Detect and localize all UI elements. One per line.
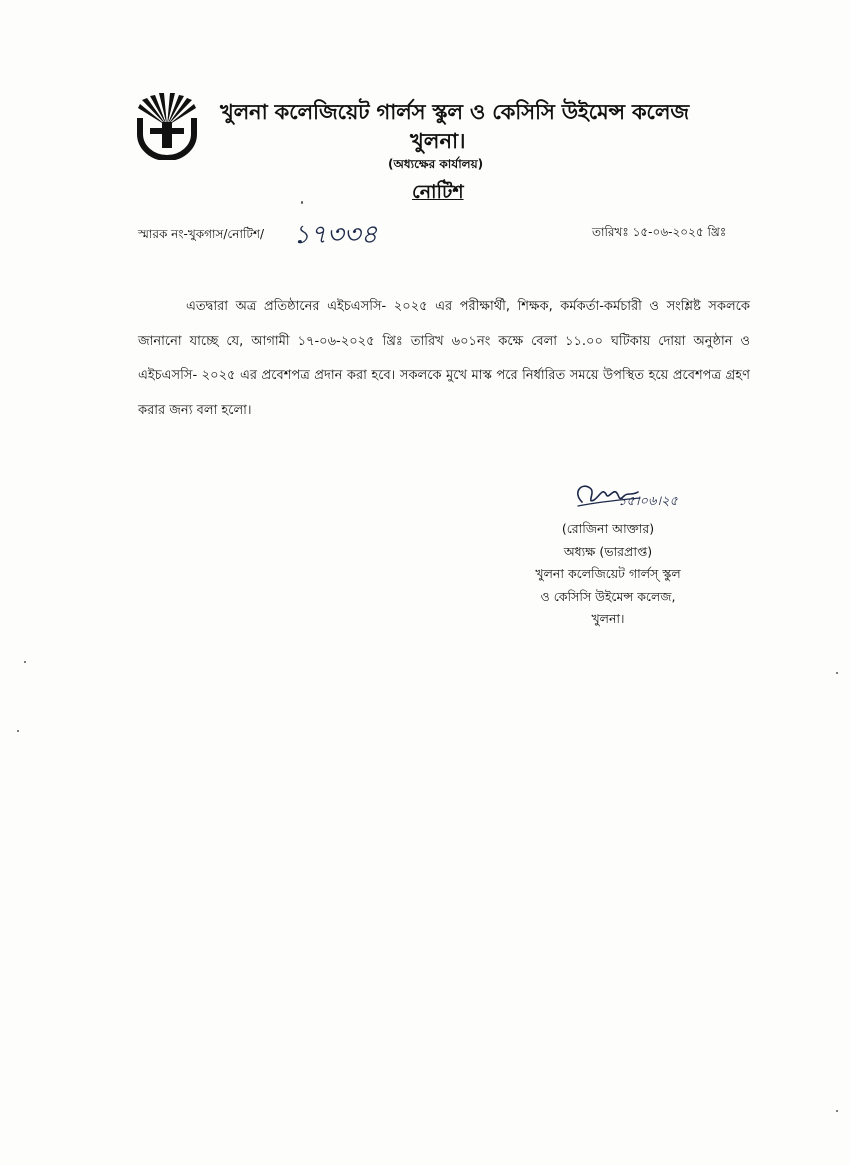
school-city: খুলনা। (410, 129, 466, 153)
school-name: খুলনা কলেজিয়েট গার্লস স্কুল ও কেসিসি উইমেন্স কলেজ (220, 100, 689, 124)
memo-label: স্মারক নং-খুকগাস/নোটিশ/ (138, 227, 265, 241)
scan-speck (17, 730, 19, 732)
signature-date: ১৫।০৬।২৫ (618, 494, 678, 509)
scan-speck (24, 661, 26, 663)
scan-speck (836, 1110, 838, 1112)
notice-date: তারিখঃ ১৫-০৬-২০২৫ খ্রিঃ (592, 225, 727, 239)
scan-speck (836, 672, 838, 674)
memo-number: ১৭৩৩৪ (293, 220, 378, 250)
signatory-institution-line2: ও কেসিসি উইমেন্স কলেজ, (540, 588, 676, 604)
office-label: (অধ্যক্ষের কার্যালয়) (388, 157, 484, 171)
notice-body: এতদ্বারা অত্র প্রতিষ্ঠানের এইচএসসি- ২০২৫ এর পরীক্ষার্থী, শিক্ষক, কর্মকর্তা-কর্মচারী ও সংশ্লিষ্ট সকলকে জানানো যাচ্ছে যে, আগামী ১৭-০৬-২০২৫ খ্রিঃ তারিখ ৬০১নং কক্ষে বেলা ১১.০০ ঘটিকায় দোয়া অনুষ্ঠান ও এইচএসসি- ২০২৫ এর প্রবেশপত্র প্রদান করা হবে। সকলকে মুখে মাস্ক পরে নির্ধারিত সময়ে উপস্থিত হয়ে প্রবেশপত্র গ্রহণ করার জন্য বলা হলো। (138, 299, 750, 418)
scan-speck (301, 201, 303, 204)
notice-title: নোটিশ (412, 181, 464, 203)
signatory-block (498, 518, 718, 631)
signatory-name: (রোজিনা আক্তার) (561, 521, 655, 536)
signatory-institution-line1: খুলনা কলেজিয়েট গার্লস্ স্কুল (535, 566, 681, 581)
signatory-city: খুলনা। (591, 611, 625, 626)
signatory-designation: অধ্যক্ষ (ভারপ্রাপ্ত) (563, 543, 653, 559)
college-crest-logo (136, 92, 198, 160)
